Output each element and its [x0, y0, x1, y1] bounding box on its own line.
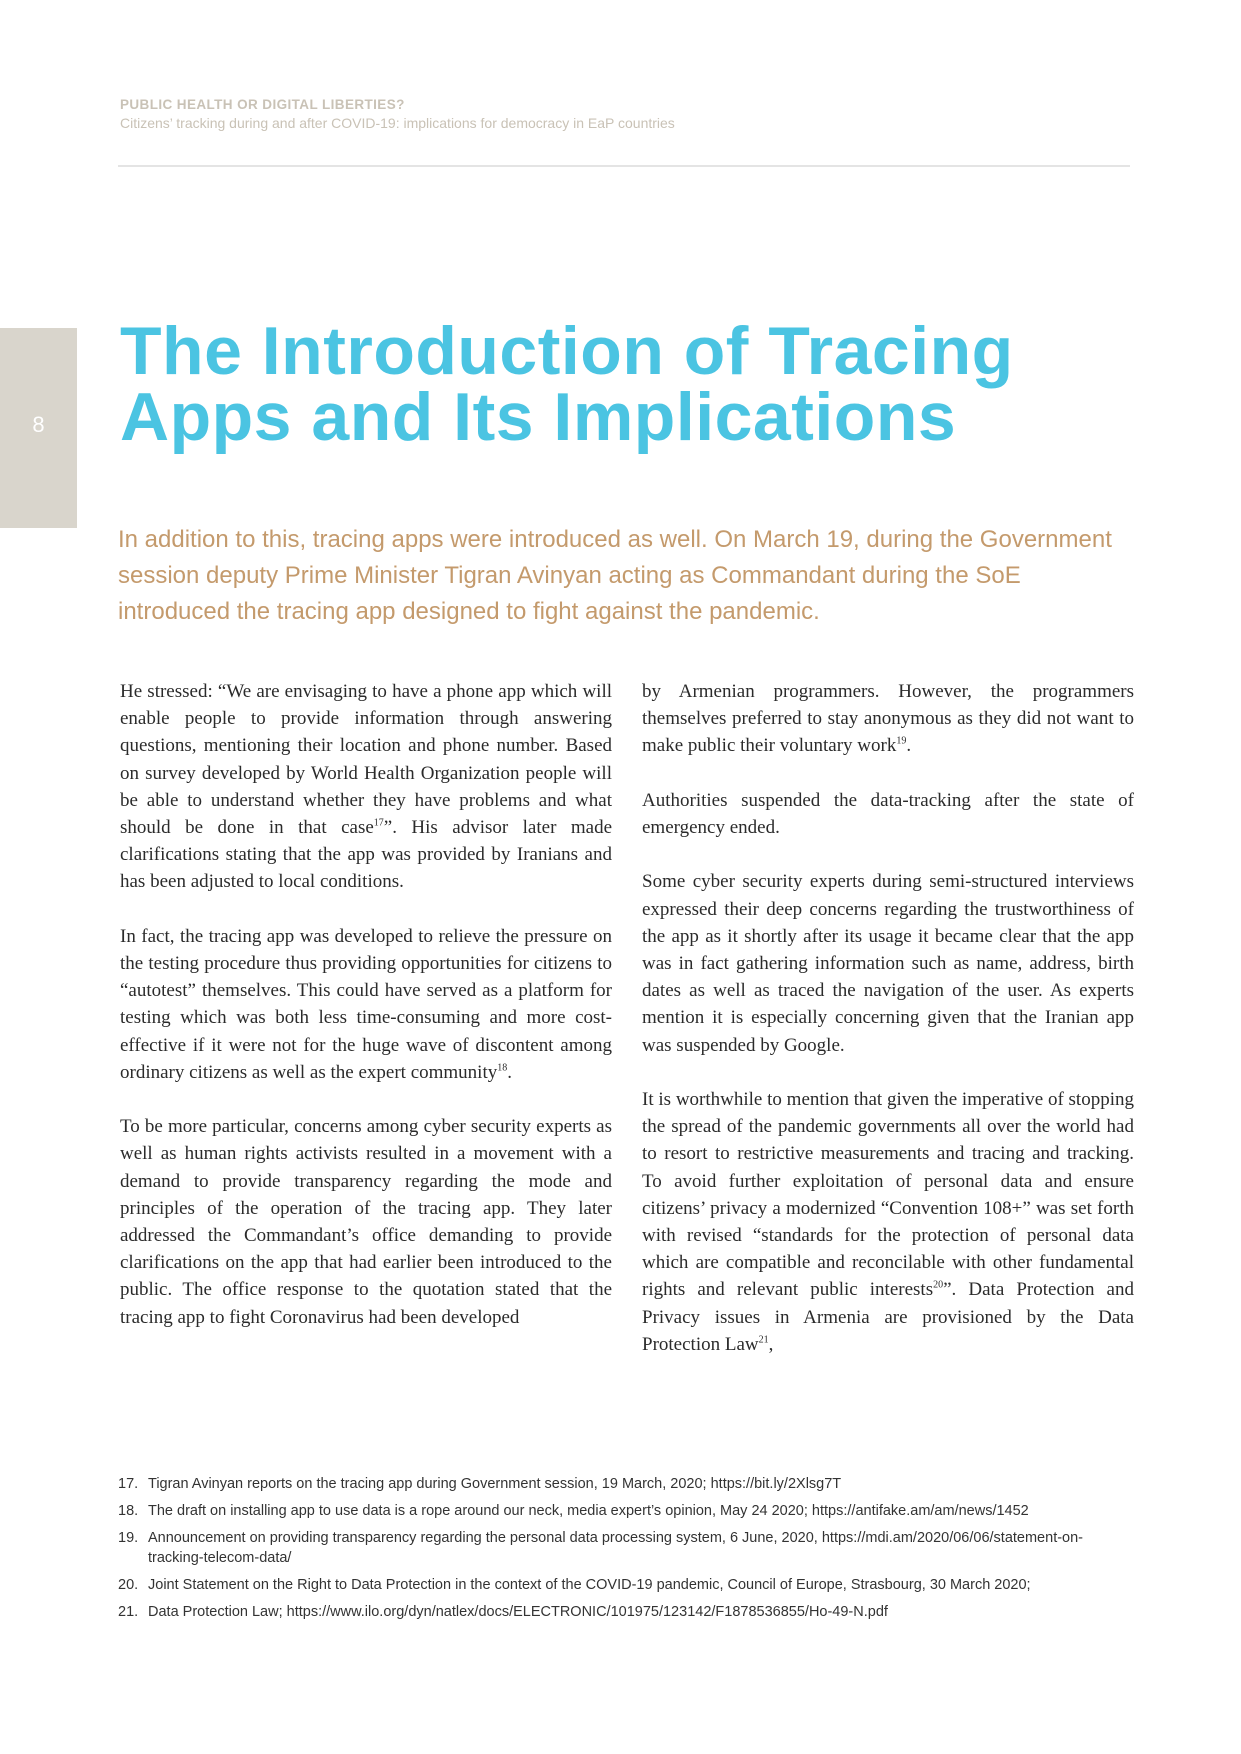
body-paragraph: He stressed: “We are envisaging to have a phone app which will enable people to provide information through answering questions, mentioning their location and phone number. Based on survey developed by World Health Organization people will be able to understand whether they have problems and what should be done in that case$^{17}$”. His advisor later made clarifications stating that the app was provided by Iranians and has been adjusted to local conditions.	[120, 681, 612, 893]
footnote-number: 17.	[118, 1476, 139, 1492]
footnote-ref[interactable]: 20	[933, 1280, 944, 1292]
footnote-item	[118, 1575, 1132, 1595]
footnote-ref[interactable]: 21	[758, 1334, 769, 1346]
footnote-item	[118, 1602, 1132, 1622]
body-paragraph: Some cyber security experts during semi-structured interviews expressed their deep concerns regarding the trustworthiness of the app as it shortly after its usage it became clear that the app was in fact gathering information such as name, address, birth dates as well as traced the navigation of the user. As experts mention it is especially concerning given that the Iranian app was suspended by Google.	[642, 871, 1134, 1056]
footnote-text: The draft on installing app to use data is a rope around our neck, media expert’s opinion, May 24 2020; https://antifake.am/am/news/1452	[148, 1503, 1029, 1519]
footnote-text: Tigran Avinyan reports on the tracing app during Government session, 19 March, 2020; https://bit.ly/2Xlsg7T	[148, 1476, 842, 1492]
footnote-item	[118, 1501, 1132, 1521]
footnote-number: 19.	[118, 1530, 139, 1546]
running-head-title: PUBLIC HEALTH OR DIGITAL LIBERTIES?	[120, 97, 405, 112]
footnote-ref[interactable]: 17	[373, 817, 384, 829]
lead-paragraph: In addition to this, tracing apps were introduced as well. On March 19, during the Government session deputy Prime Minister Tigran Avinyan acting as Commandant during the SoE introduced the tracing app designed to fight against the pandemic.	[118, 526, 1112, 625]
section-heading	[120, 313, 1130, 455]
footnote-number: 20.	[118, 1577, 139, 1593]
page-number: 8	[32, 412, 45, 437]
footnote-ref[interactable]: 18	[497, 1062, 508, 1074]
body-paragraph-continuation: by Armenian programmers. However, the programmers themselves preferred to stay anonymous as they did not want to make public their voluntary work$^{19}$.	[642, 681, 1134, 757]
footnotes	[118, 1474, 1132, 1629]
running-head	[120, 96, 1130, 132]
body-column-left	[120, 678, 612, 1331]
footnote-number: 21.	[118, 1604, 139, 1620]
body-paragraph-continued: To be more particular, concerns among cyber security experts as well as human rights activists resulted in a movement with a demand to provide transparency regarding the mode and principles of the operation of the tracing app. They later addressed the Commandant’s office demanding to provide clarifications on the app that had earlier been introduced to the public. The office response to the quotation stated that the tracing app to fight Coronavirus had been developed	[120, 1116, 612, 1328]
footnote-number: 18.	[118, 1503, 139, 1519]
footnote-item	[118, 1474, 1132, 1494]
header-divider	[118, 165, 1130, 167]
body-paragraph: It is worthwhile to mention that given the imperative of stopping the spread of the pandemic governments all over the world had to resort to restrictive measurements and tracing and tracking. To avoid further exploitation of personal data and ensure citizens’ privacy a modernized “Convention 108+” was set forth with revised “standards for the protection of personal data which are compatible and reconcilable with other fundamental rights and relevant public interests$^{20}$”. Data Protection and Privacy issues in Armenia are provisioned by the Data Protection Law$^{21}$,	[642, 1089, 1134, 1355]
footnote-item	[118, 1528, 1132, 1568]
body-paragraph: Authorities suspended the data-tracking after the state of emergency ended.	[642, 789, 1134, 838]
heading-line-2: Apps and Its Implications	[120, 379, 957, 455]
footnote-text: Announcement on providing transparency regarding the personal data processing system, 6 June, 2020, https://mdi.am/2020/06/06/statement-on-tracking-telecom-data/	[148, 1530, 1084, 1566]
footnote-text: Joint Statement on the Right to Data Protection in the context of the COVID-19 pandemic, Council of Europe, Strasbourg, 30 March 2020;	[148, 1577, 1031, 1593]
body-column-right	[642, 678, 1134, 1358]
heading-line-1: The Introduction of Tracing	[120, 313, 1014, 389]
body-paragraph: In fact, the tracing app was developed to relieve the pressure on the testing procedure thus providing opportunities for citizens to “autotest” themselves. This could have served as a platform for testing which was both less time-consuming and more cost-effective if it were not for the huge wave of discontent among ordinary citizens as well as the expert community$^{18}$.	[120, 925, 612, 1083]
footnote-ref[interactable]: 19	[896, 736, 907, 748]
running-head-subtitle: Citizens’ tracking during and after COVID-19: implications for democracy in EaP countries	[120, 115, 675, 131]
footnote-text: Data Protection Law; https://www.ilo.org/dyn/natlex/docs/ELECTRONIC/101975/123142/F1878536855/Ho-49-N.pdf	[148, 1604, 888, 1620]
